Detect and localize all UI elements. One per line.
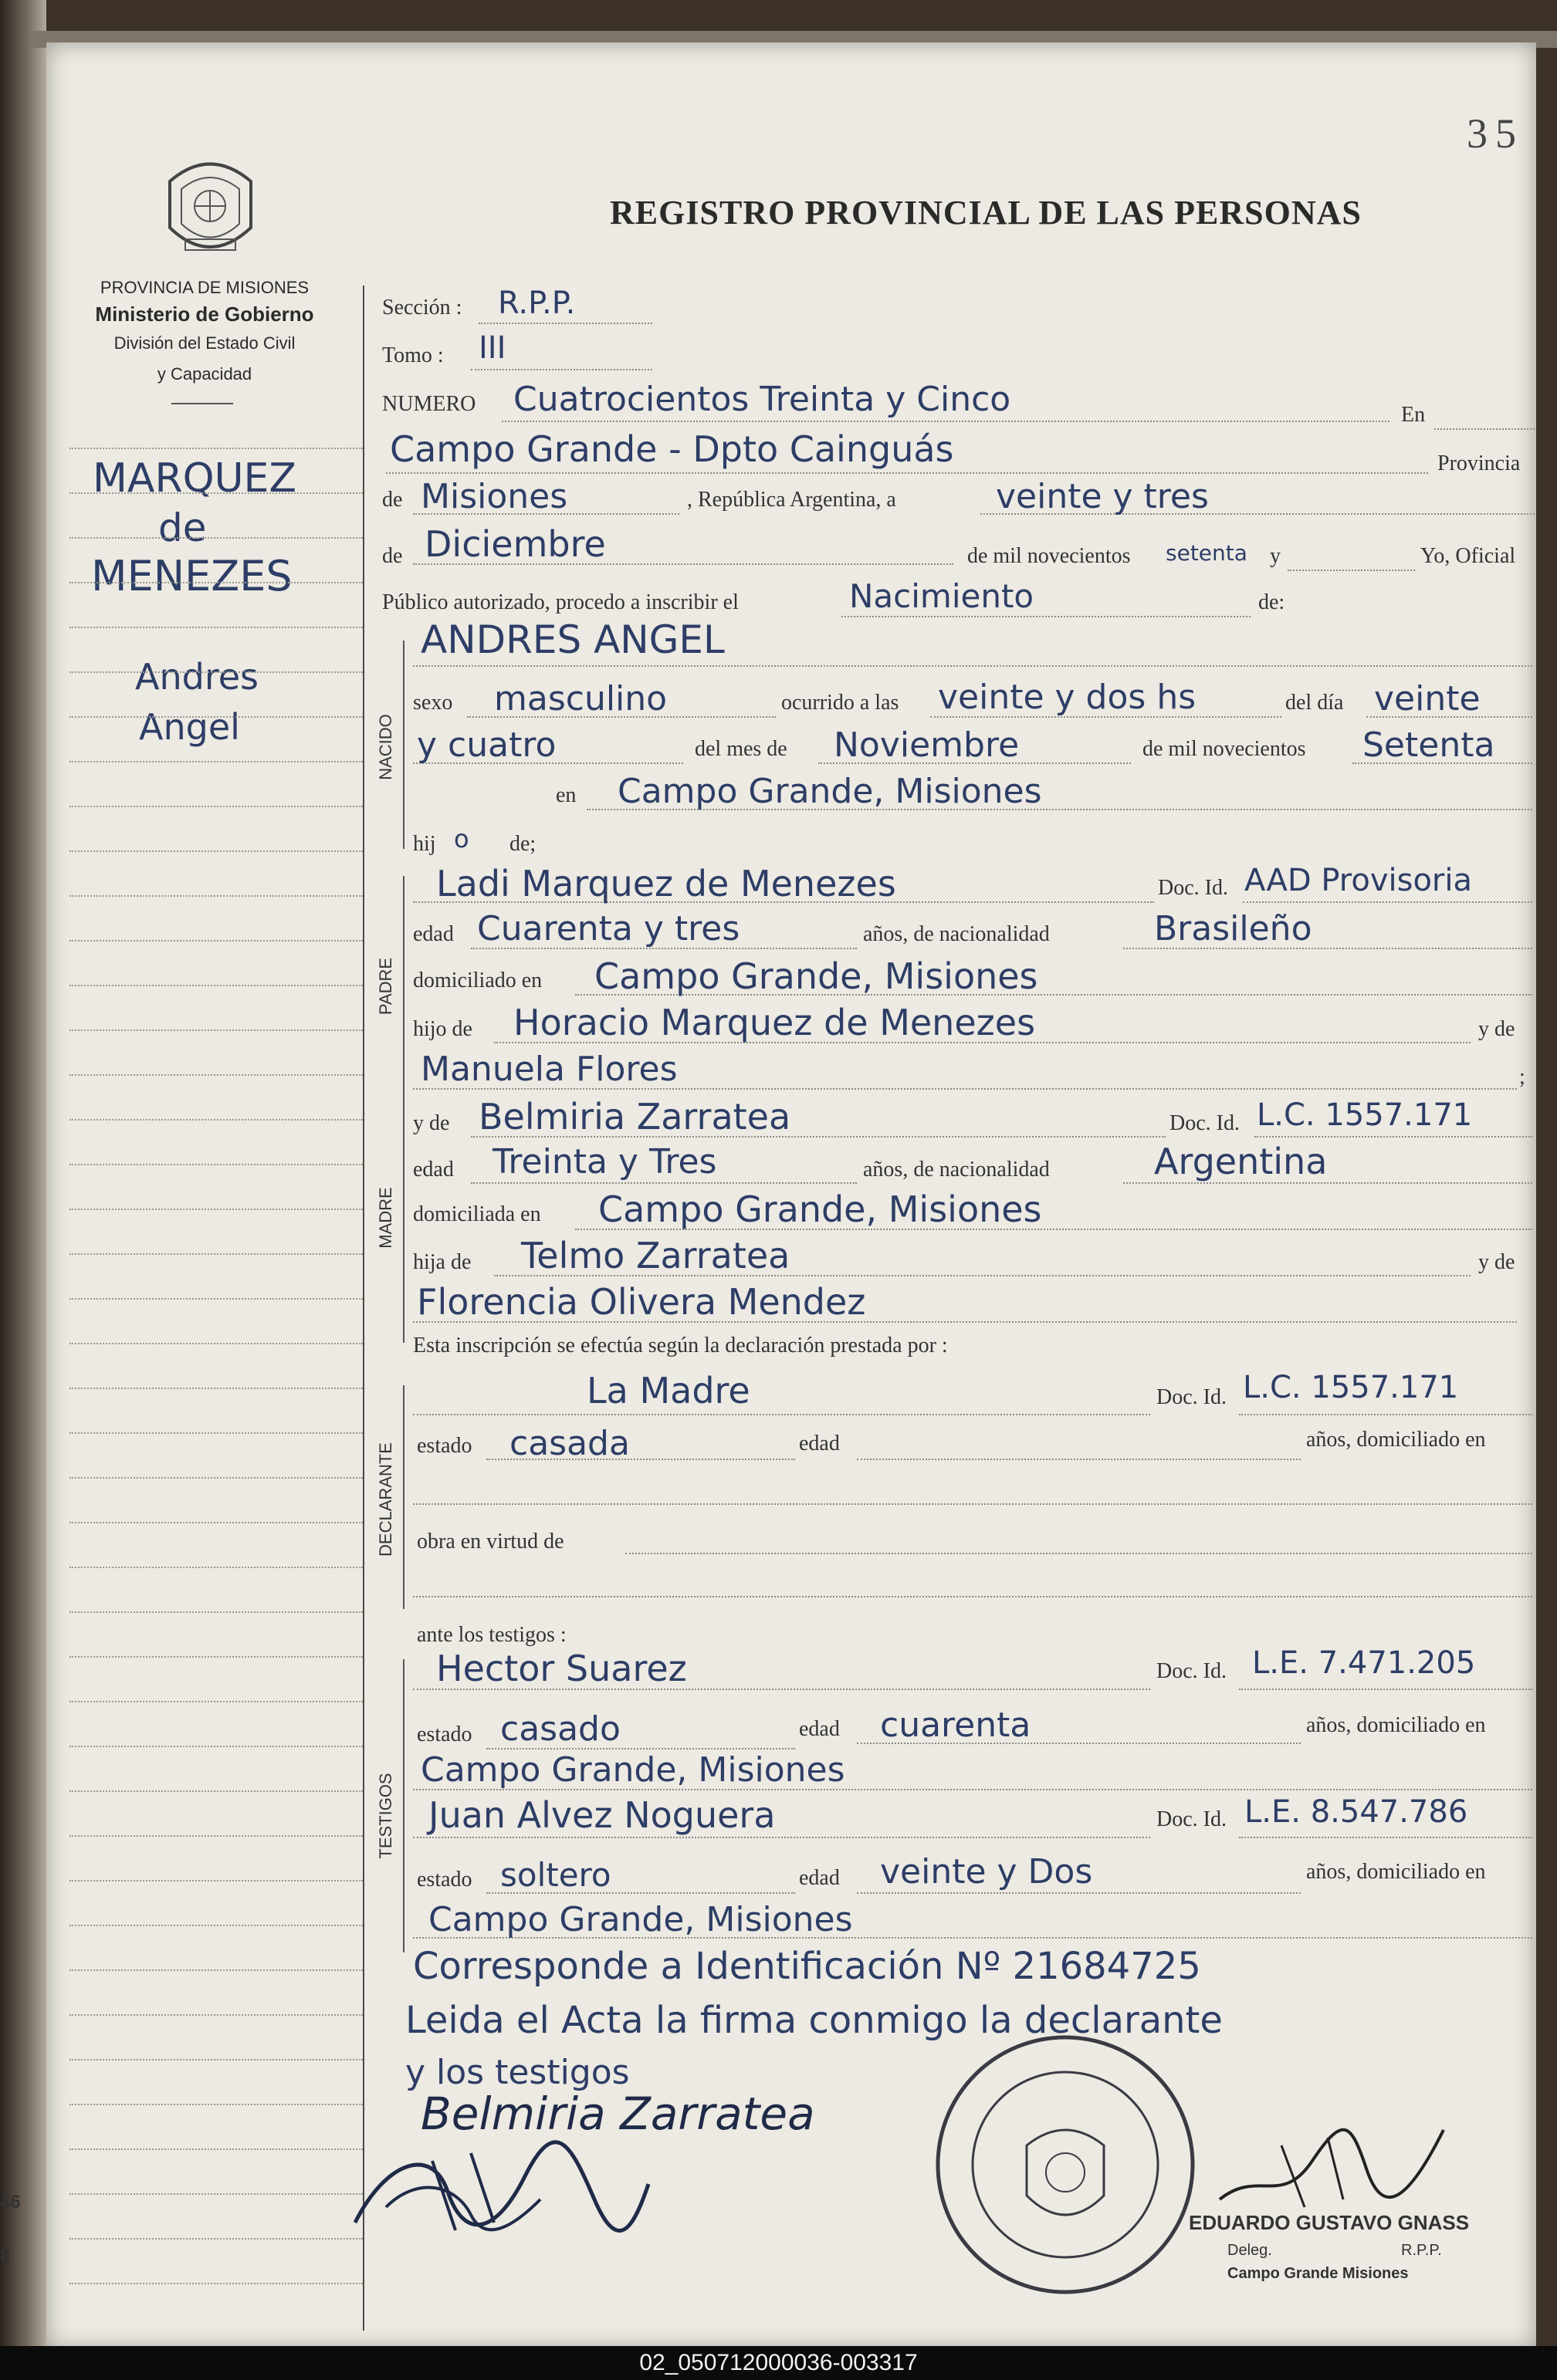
footer-id: 02_050712000036-003317 — [639, 2350, 918, 2375]
label-de-colon: de: — [1258, 590, 1285, 614]
label-anios-dom-testigo1: años, domiciliado en — [1306, 1713, 1486, 1737]
value-testigo2-edad: veinte y Dos — [880, 1852, 1093, 1891]
label-de-mil2: de mil novecientos — [1142, 737, 1306, 761]
section-label-testigos: TESTIGOS — [376, 1773, 395, 1859]
value-padre-padre: Horacio Marquez de Menezes — [513, 1002, 1036, 1043]
label-y-de-madre: y de — [413, 1111, 450, 1135]
margin-rule-line — [69, 1209, 363, 1210]
agency-line2: Ministerio de Gobierno — [95, 303, 314, 326]
value-lugar-nac: Campo Grande, Misiones — [618, 772, 1042, 811]
value-anio: setenta — [1166, 540, 1247, 566]
label-estado-declarante: estado — [417, 1434, 472, 1458]
label-edad-madre: edad — [413, 1158, 454, 1182]
label-dom-padre: domiciliado en — [413, 969, 543, 992]
value-padre-edad: Cuarenta y tres — [477, 909, 740, 948]
value-testigo1-estado: casado — [500, 1709, 621, 1749]
margin-rule-line — [69, 1432, 363, 1434]
label-del-mes: del mes de — [695, 737, 787, 761]
label-provincia: Provincia — [1437, 451, 1521, 475]
label-ocurrido: ocurrido a las — [781, 691, 899, 715]
value-tomo: III — [479, 330, 506, 366]
value-testigo2-doc: L.E. 8.547.786 — [1244, 1794, 1468, 1830]
value-madre-nombre: Belmiria Zarratea — [479, 1096, 791, 1138]
note-identificacion: Corresponde a Identificación Nº 21684725 — [413, 1945, 1201, 1988]
value-madre-madre: Florencia Olivera Mendez — [417, 1281, 866, 1323]
margin-rule-line — [69, 940, 363, 942]
margin-surname-1: MARQUEZ — [93, 455, 297, 502]
bracket-padre — [403, 876, 409, 1111]
value-madre-nac: Argentina — [1154, 1141, 1328, 1182]
value-padre-nac: Brasileño — [1154, 909, 1312, 948]
value-declarante-doc: L.C. 1557.171 — [1243, 1370, 1459, 1405]
margin-rule-line — [69, 2193, 363, 2195]
bracket-testigos — [403, 1659, 409, 1952]
value-madre-padre: Telmo Zarratea — [521, 1235, 790, 1276]
value-acto: Nacimiento — [849, 577, 1034, 615]
margin-rule-line — [69, 492, 363, 494]
label-nac-madre: años, de nacionalidad — [863, 1158, 1050, 1182]
value-seccion: R.P.P. — [498, 286, 576, 321]
margin-rule-line — [69, 1074, 363, 1076]
value-dia-nac2: y cuatro — [417, 725, 557, 765]
margin-rule-line — [69, 537, 363, 539]
margin-rule-line — [69, 850, 363, 852]
page-number: 35 — [1467, 110, 1524, 157]
section-label-declarante: DECLARANTE — [376, 1442, 395, 1557]
label-estado-testigo2: estado — [417, 1868, 472, 1891]
value-testigo1-edad: cuarenta — [880, 1706, 1031, 1745]
footer-bar — [0, 2346, 1557, 2380]
label-publico: Público autorizado, procedo a inscribir el — [382, 590, 739, 614]
label-edad-declarante: edad — [799, 1432, 840, 1455]
value-testigo1-dom: Campo Grande, Misiones — [421, 1750, 845, 1790]
label-doc-madre: Doc. Id. — [1169, 1111, 1240, 1135]
value-declarante: La Madre — [587, 1370, 750, 1411]
margin-rule-line — [69, 1746, 363, 1747]
officer-place: Campo Grande Misiones — [1227, 2265, 1409, 2282]
margin-rule-line — [69, 1790, 363, 1792]
value-padre-dom: Campo Grande, Misiones — [594, 955, 1038, 997]
value-mes: Diciembre — [425, 523, 606, 565]
label-hijo: hij — [413, 832, 436, 856]
value-testigo2-estado: soltero — [500, 1856, 611, 1894]
label-y-de-madre2: y de — [1478, 1250, 1515, 1274]
margin-rule-line — [69, 1835, 363, 1837]
value-madre-doc: L.C. 1557.171 — [1257, 1097, 1473, 1133]
margin-rule-line — [69, 1611, 363, 1613]
label-edad-testigo1: edad — [799, 1717, 840, 1741]
value-provincia: Misiones — [421, 477, 568, 516]
section-label-madre: MADRE — [376, 1187, 395, 1249]
value-madre-edad: Treinta y Tres — [492, 1142, 717, 1182]
label-en: En — [1401, 403, 1426, 427]
signature-testigos-icon — [340, 2130, 664, 2246]
label-anios-dom-testigo2: años, domiciliado en — [1306, 1860, 1486, 1884]
label-obra: obra en virtud de — [417, 1530, 564, 1553]
value-anio-nac: Setenta — [1362, 725, 1495, 765]
agency-line4: y Capacidad — [157, 364, 252, 384]
margin-rule-line — [69, 806, 363, 807]
margin-rule-line — [69, 1567, 363, 1568]
note-testigos: y los testigos — [405, 2053, 630, 2092]
margin-rule-line — [69, 895, 363, 897]
label-numero: NUMERO — [382, 392, 476, 416]
label-republica: , República Argentina, a — [687, 488, 896, 512]
officer-role: Deleg. — [1227, 2242, 1272, 2259]
margin-rule-line — [69, 627, 363, 628]
book-binding — [0, 0, 46, 2380]
value-dia: veinte y tres — [996, 477, 1209, 516]
label-doc-declarante: Doc. Id. — [1156, 1385, 1227, 1409]
officer-name: EDUARDO GUSTAVO GNASS — [1189, 2211, 1470, 2234]
bracket-declarante — [403, 1385, 409, 1609]
value-testigo2-dom: Campo Grande, Misiones — [428, 1900, 853, 1939]
section-label-padre: PADRE — [376, 957, 395, 1016]
margin-surname-2: de — [158, 505, 207, 550]
value-hora: veinte y dos hs — [938, 678, 1197, 717]
margin-given-1: Andres — [135, 656, 259, 698]
left-margin-ruled-lines — [46, 448, 359, 2315]
officer-rpp: R.P.P. — [1401, 2242, 1442, 2259]
margin-rule-line — [69, 2283, 363, 2284]
province-seal-icon — [158, 150, 262, 266]
label-ante: ante los testigos : — [417, 1623, 567, 1647]
margin-given-2: Angel — [139, 706, 240, 748]
agency-line1: PROVINCIA DE MISIONES — [100, 278, 310, 297]
label-sexo: sexo — [413, 691, 453, 715]
margin-rule-line — [69, 761, 363, 762]
value-madre-dom: Campo Grande, Misiones — [598, 1188, 1042, 1230]
label-y: y — [1270, 544, 1281, 568]
margin-rule-line — [69, 1253, 363, 1255]
margin-number-a: 46 — [0, 2192, 21, 2213]
label-seccion: Sección : — [382, 296, 462, 319]
label-dom-madre: domiciliada en — [413, 1202, 541, 1226]
margin-rule-line — [69, 2014, 363, 2016]
label-del-dia: del día — [1285, 691, 1344, 715]
value-hijo-suffix: o — [454, 824, 469, 854]
value-numero: Cuatrocientos Treinta y Cinco — [513, 380, 1011, 419]
margin-rule-line — [69, 1969, 363, 1971]
label-en2: en — [556, 783, 577, 807]
margin-rule-line — [69, 1477, 363, 1479]
value-dia-nac: veinte — [1374, 679, 1481, 718]
label-semicolon: ; — [1519, 1065, 1525, 1089]
margin-rule-line — [69, 2059, 363, 2061]
bracket-nacido — [403, 641, 409, 849]
value-testigo1-doc: L.E. 7.471.205 — [1252, 1645, 1476, 1681]
agency-line3: División del Estado Civil — [113, 333, 296, 353]
margin-rule-line — [69, 2148, 363, 2150]
margin-rule-line — [69, 716, 363, 718]
value-testigo1: Hector Suarez — [436, 1648, 687, 1689]
margin-rule-line — [69, 2238, 363, 2240]
margin-rule-line — [69, 1164, 363, 1165]
margin-rule-line — [69, 448, 363, 449]
margin-rule-line — [69, 1925, 363, 1926]
value-declarante-estado: casada — [509, 1424, 630, 1463]
section-label-nacido: NACIDO — [376, 714, 395, 780]
label-inscripcion: Esta inscripción se efectúa según la declaración prestada por : — [413, 1334, 948, 1357]
margin-rule-line — [69, 1522, 363, 1523]
margin-rule-line — [69, 2104, 363, 2105]
value-padre-nombre: Ladi Marquez de Menezes — [436, 863, 896, 904]
label-nac-padre: años, de nacionalidad — [863, 922, 1050, 946]
bracket-madre — [403, 1111, 409, 1343]
label-hija-de: hija de — [413, 1250, 472, 1274]
label-y-de-padre: y de — [1478, 1017, 1515, 1041]
margin-rule-line — [69, 1880, 363, 1881]
margin-rule-line — [69, 1119, 363, 1121]
label-estado-testigo1: estado — [417, 1722, 472, 1746]
value-lugar: Campo Grande - Dpto Cainguás — [390, 428, 954, 470]
margin-rule-line — [69, 985, 363, 986]
note-leida: Leida el Acta la firma conmigo la declarante — [405, 1999, 1223, 2042]
value-padre-madre: Manuela Flores — [421, 1050, 678, 1089]
label-doc-padre: Doc. Id. — [1158, 876, 1228, 900]
label-doc-testigo2: Doc. Id. — [1156, 1807, 1227, 1831]
margin-surname-3: MENEZES — [91, 552, 293, 600]
value-mes-nac: Noviembre — [834, 725, 1020, 765]
value-padre-doc: AAD Provisoria — [1244, 863, 1472, 898]
signature-madre: Belmiria Zarratea — [421, 2088, 815, 2140]
margin-rule-line — [69, 1656, 363, 1658]
label-de: de — [382, 488, 403, 512]
value-testigo2: Juan Alvez Noguera — [428, 1794, 776, 1836]
label-hijo-de: de; — [509, 832, 536, 856]
value-sexo: masculino — [494, 679, 668, 718]
margin-rule-line — [69, 1343, 363, 1344]
label-hijo-de-padre: hijo de — [413, 1017, 472, 1041]
label-edad-padre: edad — [413, 922, 454, 946]
margin-divider-line — [363, 286, 364, 2331]
margin-number-b: 8 — [0, 2246, 11, 2267]
margin-rule-line — [69, 671, 363, 673]
label-de-mil: de mil novecientos — [967, 544, 1131, 568]
label-edad-testigo2: edad — [799, 1866, 840, 1890]
margin-rule-line — [69, 1029, 363, 1031]
value-nombre: ANDRES ANGEL — [421, 617, 725, 662]
margin-rule-line — [69, 1388, 363, 1389]
agency-divider — [171, 403, 233, 404]
margin-rule-line — [69, 1298, 363, 1300]
label-doc-testigo1: Doc. Id. — [1156, 1659, 1227, 1683]
margin-rule-line — [69, 582, 363, 583]
label-tomo: Tomo : — [382, 343, 444, 367]
signature-oficial-icon — [1212, 2115, 1459, 2223]
registry-stamp-icon — [926, 2030, 1204, 2300]
label-yo-oficial: Yo, Oficial — [1420, 544, 1516, 568]
page-title: REGISTRO PROVINCIAL DE LAS PERSONAS — [610, 194, 1362, 232]
margin-rule-line — [69, 1701, 363, 1702]
label-de2: de — [382, 544, 403, 568]
label-anios-dom-declarante: años, domiciliado en — [1306, 1428, 1486, 1452]
